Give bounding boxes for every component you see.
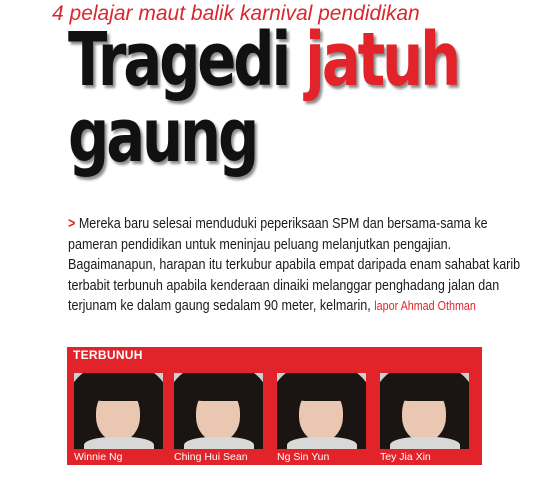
victim-photo-tey-jia-xin: [380, 373, 469, 449]
victim-name: Ng Sin Yun: [277, 451, 330, 463]
headline-part3: gaung: [68, 93, 257, 179]
victim-name: Tey Jia Xin: [380, 451, 431, 463]
headline: [68, 17, 459, 179]
victim-name: Ching Hui Sean: [174, 451, 248, 463]
victim-photo-ching-hui-sean: [174, 373, 263, 449]
headline-part2: jatuh: [305, 17, 459, 103]
victim-photo-ng-sin-yun: [277, 373, 366, 449]
victim-name: Winnie Ng: [74, 451, 123, 463]
victims-panel: [67, 347, 482, 465]
byline: lapor Ahmad Othman: [374, 299, 476, 313]
headline-part1: Tragedi: [68, 17, 306, 103]
lede-arrow-icon: >: [68, 216, 76, 232]
lede-text: Mereka baru selesai menduduki peperiksaan SPM dan bersama-sama ke pameran pendidikan untuk meninjau peluang melanjutkan pengajian. Bagaimanapun, harapan itu terkubur apabila empat daripada enam sahabat karib terbabit terbunuh apabila kenderaan dinaiki melanggar penghadang jalan dan terjunam ke dalam gaung sedalam 90 meter, kelmarin,: [68, 216, 521, 314]
lede-paragraph: [68, 214, 528, 317]
victim-photo-winnie-ng: [74, 373, 163, 449]
victims-label: TERBUNUH: [73, 348, 143, 362]
kicker-text: 4 pelajar maut balik karnival pendidikan: [52, 2, 420, 25]
